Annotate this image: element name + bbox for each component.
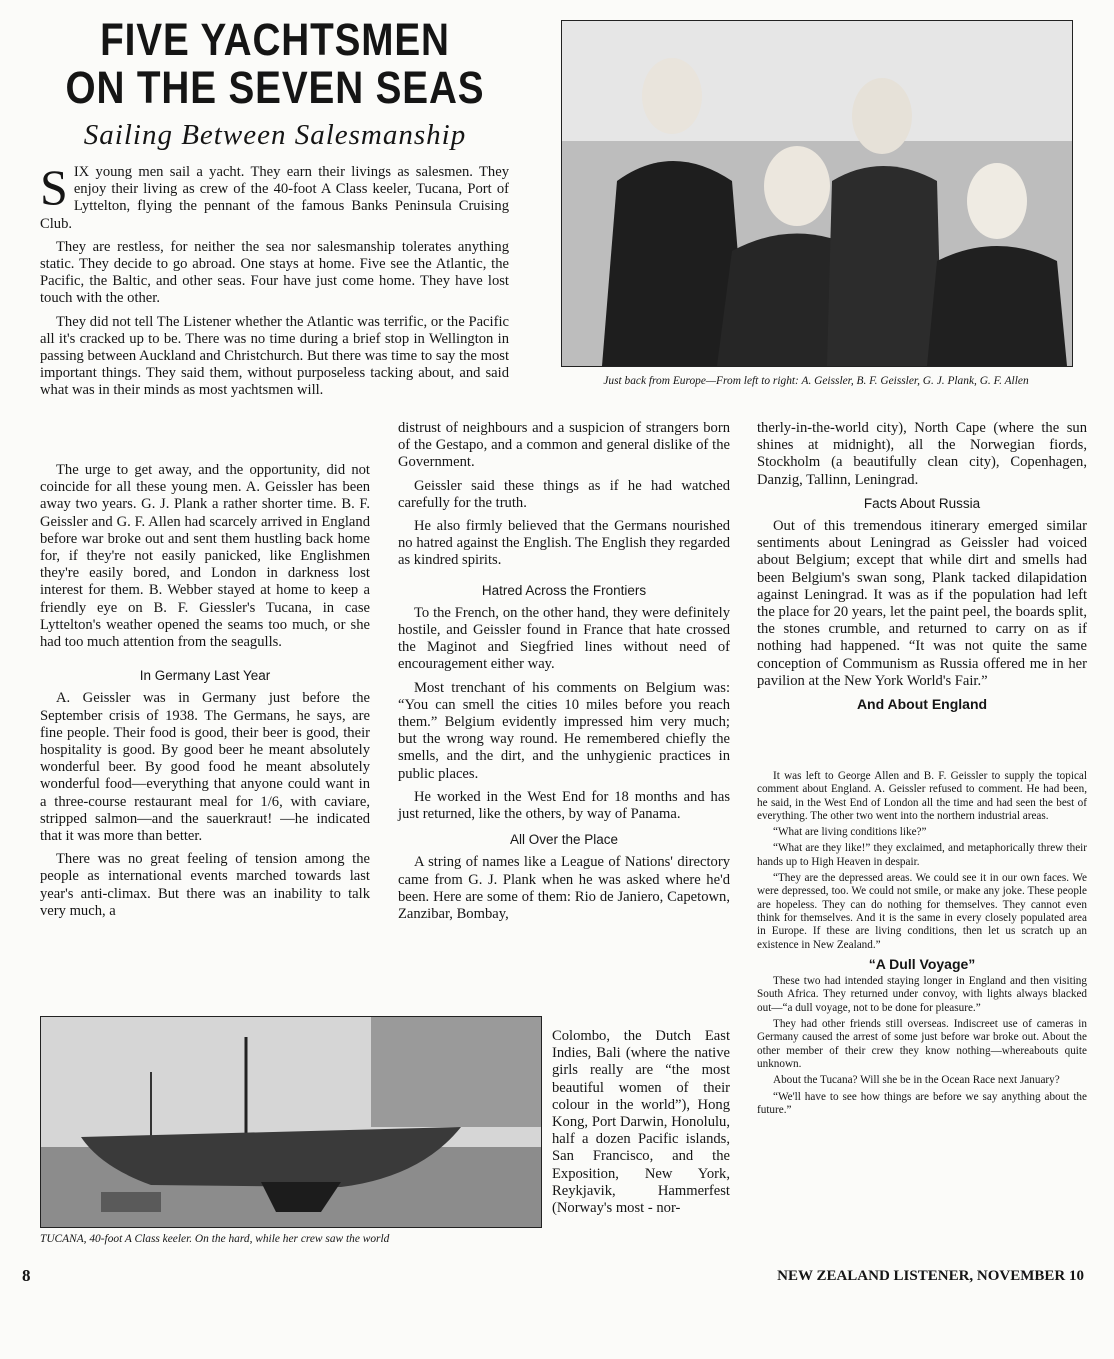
drop-cap: S [40, 159, 68, 215]
col3-paragraph-2: Out of this tremendous itinerary emerged similar sentiments about Leningrad as Geissler had voiced about Belgium; except that while dirt and smells had been Belgium's swan song, Plank tacked dilapidation against Leningrad. It was as if the population had left the place for 20 years, let the paint peel, the boards split, the stones crumble, and returned to carry on as if nothing had happened. “It was not quite the same conception of Communism as Russia offered me in her pavilion at the New York World's Fair.” [757, 518, 1087, 689]
col3-heading-1: Facts About Russia [863, 495, 981, 511]
group-photo-caption: Just back from Europe—From left to right: A. Geissler, B. F. Geissler, G. J. Plank, G. F. Allen [603, 375, 1029, 387]
column-2-continued [552, 1028, 730, 1223]
col3-small-paragraph-2: “What are living conditions like?” [773, 826, 927, 839]
intro-paragraph-1: SIX young men sail a yacht. They earn their livings as salesmen. They enjoy their living as crew of the 40-foot A Class keeler, Tucana, Port of Lyttelton, flying the pennant of the famous Banks Peninsula Cruising Club. [40, 159, 509, 232]
col1-heading: In Germany Last Year [139, 668, 271, 684]
col3-paragraph-1: therly-in-the-world city), North Cape (where the sun shines at midnight), all the Norwegian fiords, Stockholm (a beautifully clean city), Copenhagen, Danzig, Tallinn, Leningrad. [757, 420, 1087, 488]
group-photo-illustration [562, 21, 1072, 366]
group-photo [561, 20, 1073, 367]
col2-paragraph-7: A string of names like a League of Nations' directory came from G. J. Plank when he was asked where he'd been. Here are some of them: Rio de Janiero, Capetown, Zanzibar, Bombay, [398, 854, 730, 923]
intro-paragraph-2: They are restless, for neither the sea nor salesmanship tolerates anything static. They decide to go abroad. One stays at home. Five see the Atlantic, the Pacific, the Baltic, and other seas. Four have just come home. They have lost touch with the other. [40, 238, 509, 307]
col2-heading-2: All Over the Place [509, 832, 619, 848]
col2-paragraph-3: He also firmly believed that the Germans nourished no hatred against the English. The English they regarded as kindred spirits. [398, 518, 730, 569]
col1-paragraph-3: There was no great feeling of tension among the people as international events marched towards last year's anti-climax. But there was an inability to talk very much, a [40, 851, 370, 919]
col2-paragraph-5: Most trenchant of his comments on Belgium was: “You can smell the cities 10 miles before you reach them.” Belgium evidently impressed him very much; but the wrong way round. He remembered chiefly the smells, and the dirt, and the unhygienic practices in public places. [398, 679, 730, 782]
col2-paragraph-6: He worked in the West End for 18 months and has just returned, like the others, by way of Panama. [398, 788, 730, 823]
col3-small-paragraph-3: “What are they like!” they exclaimed, and metaphorically threw their hands up to High Heaven in despair. [757, 842, 1087, 868]
col1-paragraph-2: A. Geissler was in Germany just before the September crisis of 1938. The Germans, he says, are fine people. Their food is good, their beer is good, their hospitality is good. By good beer he meant absolutely wonderful beer. By good food he meant absolutely wonderful food—everything that anyone could want in a three-course restaurant meal for 1/6, with caviare, stripped salmon—and the sauerkraut! —he indicated that it was more than better. [40, 690, 370, 845]
page-number: 8 [22, 1266, 31, 1285]
title-line-2: ON THE SEVEN SEAS [65, 62, 485, 113]
column-1 [40, 462, 370, 926]
col2-paragraph-1: distrust of neighbours and a suspicion of strangers born of the Gestapo, and a common and general dislike of the Government. [398, 420, 730, 471]
column-3 [757, 420, 1087, 719]
article-title [56, 16, 495, 112]
column-2 [398, 420, 730, 929]
col3-small-paragraph-5: These two had intended staying longer in England and then visiting South Africa. They returned under convoy, with lights always blacked out—“a dull voyage, not to be done for pleasure.” [757, 975, 1087, 1014]
col3-small-paragraph-8: “We'll have to see how things are before we say anything about the future.” [757, 1090, 1087, 1116]
col3-small-paragraph-4: “They are the depressed areas. We could see it in our own faces. We were depressed, too. We could not smile, or make any joke. These people are hopeless. They can do nothing for themselves. They cannot even think for themselves. And it is the same in every closely populated area in Europe. If these are living conditions, then let us scratch up an existence in New Zealand.” [757, 872, 1087, 951]
intro-text [40, 159, 509, 406]
title-line-1: FIVE YACHTSMEN [100, 14, 450, 65]
col2-paragraph-4: To the French, on the other hand, they were definitely hostile, and Geissler found in France that hate crossed the Maginot and Siegfried lines without need of encouragement either way. [398, 604, 730, 673]
boat-photo-caption: TUCANA, 40-foot A Class keeler. On the hard, while her crew saw the world [40, 1233, 390, 1245]
col2-heading-1: Hatred Across the Frontiers [481, 582, 647, 598]
intro-paragraph-3: They did not tell The Listener whether the Atlantic was terrific, or the Pacific all it's cracked up to be. There was no time during a brief stop in Wellington in passing between Auckland and Christchurch. But there was time to say the most important things. They said them, without purposeless tacking about, and said what was in their minds as most yachtsmen will. [40, 313, 509, 399]
col2-paragraph-2: Geissler said these things as if he had watched carefully for the truth. [398, 477, 730, 511]
col3-small-paragraph-6: They had other friends still overseas. Indiscreet use of cameras in Germany caused the arrest of some just before war broke out. About the other member of their crew they know nothing—whereabouts quite unknown. [757, 1018, 1087, 1070]
boat-photo-illustration [41, 1017, 541, 1227]
boat-photo [40, 1016, 542, 1228]
col3-heading-2: And About England [856, 696, 988, 713]
col1-paragraph-1: The urge to get away, and the opportunity, did not coincide for all these young men. A. Geissler has been away two years. G. J. Plank a rather shorter time. B. F. Geissler and G. F. Allen had scarcely arrived in England before war broke out and sent them hustling back home for, if they're not easily panicked, like Englishmen they're easily bored, and London in darkness lost interest for them. B. Webber stayed at home to keep a friendly eye on B. F. Giessler's Tucana, in case Lyttelton's weather opened the seams too much, or she had too much attention from the seagulls. [40, 462, 370, 651]
col3-small-paragraph-1: It was left to George Allen and B. F. Geissler to supply the topical comment about England. A. Geissler refused to comment. He had been, he said, in the West End of London all the time and had seen the best of everything. The other two went into the northern industrial areas. [757, 770, 1087, 822]
col2-paragraph-8: Colombo, the Dutch East Indies, Bali (where the native girls really are “the most beautiful women of their colour in the world”), Hong Kong, Port Darwin, Honolulu, half a dozen Pacific islands, San Francisco, and the Exposition, New York, Reykjavik, Hammerfest (Norway's most - nor- [552, 1028, 730, 1217]
article-subtitle: Sailing Between Salesmanship [83, 119, 467, 151]
col3-small-paragraph-7: About the Tucana? Will she be in the Ocean Race next January? [773, 1074, 1060, 1087]
column-3-small-text [757, 770, 1087, 1120]
col3-heading-3: “A Dull Voyage” [868, 955, 976, 972]
publication-footer: NEW ZEALAND LISTENER, NOVEMBER 10 [777, 1268, 1084, 1284]
